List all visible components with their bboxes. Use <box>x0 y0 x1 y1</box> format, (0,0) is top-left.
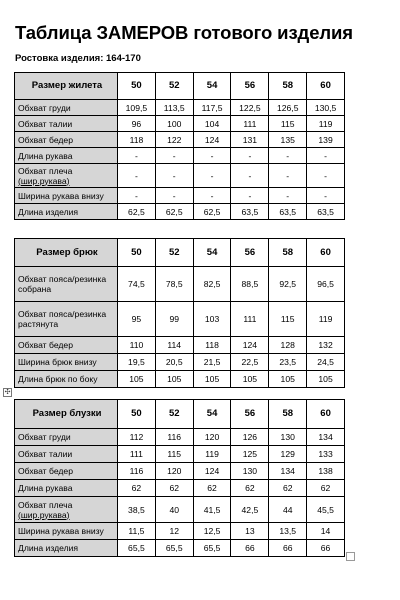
table-cell: 40 <box>155 497 193 523</box>
row-label: Обхват бедер <box>15 463 118 480</box>
row-label <box>15 164 118 188</box>
table-cell: 116 <box>118 463 156 480</box>
table-cell: 66 <box>307 540 345 557</box>
table-row <box>15 354 345 371</box>
table-cell: 63,5 <box>269 204 307 220</box>
header-cell: 60 <box>307 73 345 100</box>
table-cell: 133 <box>307 446 345 463</box>
table-cell: 117,5 <box>193 100 231 116</box>
table-cell: 109,5 <box>118 100 156 116</box>
table-cell: - <box>118 148 156 164</box>
table-cell: 113,5 <box>155 100 193 116</box>
table-cell: 111 <box>231 116 269 132</box>
table-cell: 100 <box>155 116 193 132</box>
table-cell: 96 <box>118 116 156 132</box>
table-cell: 105 <box>193 371 231 388</box>
trousers-measurements-table <box>14 238 345 388</box>
table-row <box>15 132 345 148</box>
table-cell: 129 <box>269 446 307 463</box>
header-cell: 52 <box>155 73 193 100</box>
table-cell: 115 <box>269 302 307 337</box>
table-header-row <box>15 239 345 267</box>
table-cell: 118 <box>118 132 156 148</box>
table-cell: 23,5 <box>269 354 307 371</box>
table-cell: - <box>269 164 307 188</box>
table-cell: 65,5 <box>155 540 193 557</box>
table-cell: 92,5 <box>269 267 307 302</box>
row-label: Длина рукава <box>15 480 118 497</box>
header-cell: Размер брюк <box>15 239 118 267</box>
table-row <box>15 100 345 116</box>
table-cell: 24,5 <box>307 354 345 371</box>
table-cell: - <box>269 148 307 164</box>
table-cell: 62,5 <box>118 204 156 220</box>
table-cell: 122 <box>155 132 193 148</box>
table-cell: 22,5 <box>231 354 269 371</box>
table-cell: - <box>231 148 269 164</box>
table-cell: 139 <box>307 132 345 148</box>
table-row <box>15 267 345 302</box>
table-cell: 45,5 <box>307 497 345 523</box>
table-cell: 88,5 <box>231 267 269 302</box>
header-cell: 54 <box>193 239 231 267</box>
header-cell: 52 <box>155 400 193 429</box>
document-title: Таблица ЗАМЕРОВ готового изделия <box>15 22 354 43</box>
row-label: Обхват бедер <box>15 132 118 148</box>
row-label: Обхват пояса/резинка растянута <box>15 302 118 337</box>
header-cell: 50 <box>118 73 156 100</box>
table-cell: - <box>155 188 193 204</box>
table-row <box>15 429 345 446</box>
table-cell: 20,5 <box>155 354 193 371</box>
row-label: Обхват груди <box>15 429 118 446</box>
height-range-subtitle: Ростовка изделия: 164-170 <box>15 53 141 64</box>
row-label: Обхват талии <box>15 116 118 132</box>
table-cell: 65,5 <box>118 540 156 557</box>
header-cell: 60 <box>307 400 345 429</box>
table-row <box>15 497 345 523</box>
table-cell: - <box>193 164 231 188</box>
vest-measurements-table <box>14 72 345 220</box>
table-cell: 62 <box>155 480 193 497</box>
row-label: Длина изделия <box>15 540 118 557</box>
header-cell: 58 <box>269 400 307 429</box>
table-row <box>15 302 345 337</box>
header-cell: 54 <box>193 400 231 429</box>
table-cell: - <box>307 148 345 164</box>
table-cell: 120 <box>193 429 231 446</box>
table-cell: 74,5 <box>118 267 156 302</box>
header-cell: 56 <box>231 73 269 100</box>
table-row <box>15 164 345 188</box>
table-cell: 112 <box>118 429 156 446</box>
row-label: Ширина рукава внизу <box>15 188 118 204</box>
table-cell: 135 <box>269 132 307 148</box>
row-label: Длина брюк по боку <box>15 371 118 388</box>
table-cell: 19,5 <box>118 354 156 371</box>
table-cell: 126 <box>231 429 269 446</box>
table-cell: 65,5 <box>193 540 231 557</box>
table-cell: 96,5 <box>307 267 345 302</box>
header-cell: Размер блузки <box>15 400 118 429</box>
table-cell: 110 <box>118 337 156 354</box>
table-cell: 41,5 <box>193 497 231 523</box>
table-cell: - <box>155 164 193 188</box>
table-cell: 13 <box>231 523 269 540</box>
table-move-handle-icon[interactable]: ✣ <box>4 389 11 396</box>
header-cell: 58 <box>269 239 307 267</box>
header-cell: 60 <box>307 239 345 267</box>
table-row <box>15 188 345 204</box>
table-cell: 119 <box>193 446 231 463</box>
table-cell: 103 <box>193 302 231 337</box>
table-cell: 124 <box>231 337 269 354</box>
table-cell: 44 <box>269 497 307 523</box>
table-cell: 62,5 <box>193 204 231 220</box>
table-cell: 105 <box>269 371 307 388</box>
table-cell: 62 <box>193 480 231 497</box>
table-cell: 66 <box>269 540 307 557</box>
table-cell: 124 <box>193 463 231 480</box>
table-row <box>15 540 345 557</box>
row-label-note: (шир.рукава) <box>18 509 70 520</box>
table-cell: 12 <box>155 523 193 540</box>
table-cell: 119 <box>307 116 345 132</box>
table-cell: 132 <box>307 337 345 354</box>
row-label <box>15 497 118 523</box>
table-cell: 116 <box>155 429 193 446</box>
table-cell: 14 <box>307 523 345 540</box>
row-label: Обхват груди <box>15 100 118 116</box>
header-cell: 52 <box>155 239 193 267</box>
table-row <box>15 523 345 540</box>
header-cell: 54 <box>193 73 231 100</box>
table-cell: 21,5 <box>193 354 231 371</box>
table-header-row <box>15 73 345 100</box>
table-cell: 114 <box>155 337 193 354</box>
table-cell: 115 <box>269 116 307 132</box>
table-cell: 104 <box>193 116 231 132</box>
table-cell: - <box>118 164 156 188</box>
row-label-text: Обхват плеча <box>18 165 73 176</box>
table-cell: 130 <box>231 463 269 480</box>
row-label-note: (шир.рукава) <box>18 175 70 186</box>
table-cell: 124 <box>193 132 231 148</box>
header-cell: 58 <box>269 73 307 100</box>
table-row <box>15 371 345 388</box>
table-row <box>15 463 345 480</box>
table-cell: 118 <box>193 337 231 354</box>
table-cell: 62 <box>269 480 307 497</box>
table-cell: - <box>118 188 156 204</box>
table-cell: 125 <box>231 446 269 463</box>
table-cell: 134 <box>307 429 345 446</box>
table-row <box>15 337 345 354</box>
table-cell: - <box>193 148 231 164</box>
table-cell: 95 <box>118 302 156 337</box>
table-cell: 126,5 <box>269 100 307 116</box>
table-cell: 99 <box>155 302 193 337</box>
table-resize-handle[interactable] <box>346 552 355 561</box>
table-cell: 63,5 <box>307 204 345 220</box>
header-cell: 50 <box>118 400 156 429</box>
table-cell: - <box>193 188 231 204</box>
table-cell: 130 <box>269 429 307 446</box>
table-row <box>15 148 345 164</box>
table-cell: 62 <box>231 480 269 497</box>
table-cell: 82,5 <box>193 267 231 302</box>
table-cell: 62 <box>118 480 156 497</box>
table-cell: - <box>231 164 269 188</box>
table-cell: - <box>307 188 345 204</box>
table-row <box>15 116 345 132</box>
table-row <box>15 204 345 220</box>
row-label-text: Обхват плеча <box>18 499 73 510</box>
table-header-row <box>15 400 345 429</box>
row-label: Длина изделия <box>15 204 118 220</box>
table-cell: 105 <box>231 371 269 388</box>
table-cell: 63,5 <box>231 204 269 220</box>
table-cell: 66 <box>231 540 269 557</box>
table-cell: 62,5 <box>155 204 193 220</box>
row-label: Обхват бедер <box>15 337 118 354</box>
table-cell: - <box>269 188 307 204</box>
blouse-measurements-table <box>14 399 345 557</box>
table-cell: 105 <box>118 371 156 388</box>
table-cell: 119 <box>307 302 345 337</box>
row-label: Обхват пояса/резинка собрана <box>15 267 118 302</box>
row-label: Ширина брюк внизу <box>15 354 118 371</box>
table-cell: 122,5 <box>231 100 269 116</box>
table-cell: 38,5 <box>118 497 156 523</box>
table-cell: 105 <box>307 371 345 388</box>
row-label: Длина рукава <box>15 148 118 164</box>
table-cell: - <box>155 148 193 164</box>
table-cell: 111 <box>118 446 156 463</box>
table-cell: 62 <box>307 480 345 497</box>
table-cell: - <box>231 188 269 204</box>
table-cell: - <box>307 164 345 188</box>
header-cell: 56 <box>231 400 269 429</box>
table-cell: 115 <box>155 446 193 463</box>
table-cell: 42,5 <box>231 497 269 523</box>
table-cell: 111 <box>231 302 269 337</box>
header-cell: Размер жилета <box>15 73 118 100</box>
table-cell: 11,5 <box>118 523 156 540</box>
table-cell: 78,5 <box>155 267 193 302</box>
table-cell: 134 <box>269 463 307 480</box>
table-cell: 13,5 <box>269 523 307 540</box>
table-cell: 131 <box>231 132 269 148</box>
row-label: Обхват талии <box>15 446 118 463</box>
table-cell: 138 <box>307 463 345 480</box>
header-cell: 56 <box>231 239 269 267</box>
table-cell: 12,5 <box>193 523 231 540</box>
header-cell: 50 <box>118 239 156 267</box>
table-cell: 130,5 <box>307 100 345 116</box>
table-cell: 105 <box>155 371 193 388</box>
table-row <box>15 446 345 463</box>
table-row <box>15 480 345 497</box>
table-cell: 128 <box>269 337 307 354</box>
table-cell: 120 <box>155 463 193 480</box>
row-label: Ширина рукава внизу <box>15 523 118 540</box>
